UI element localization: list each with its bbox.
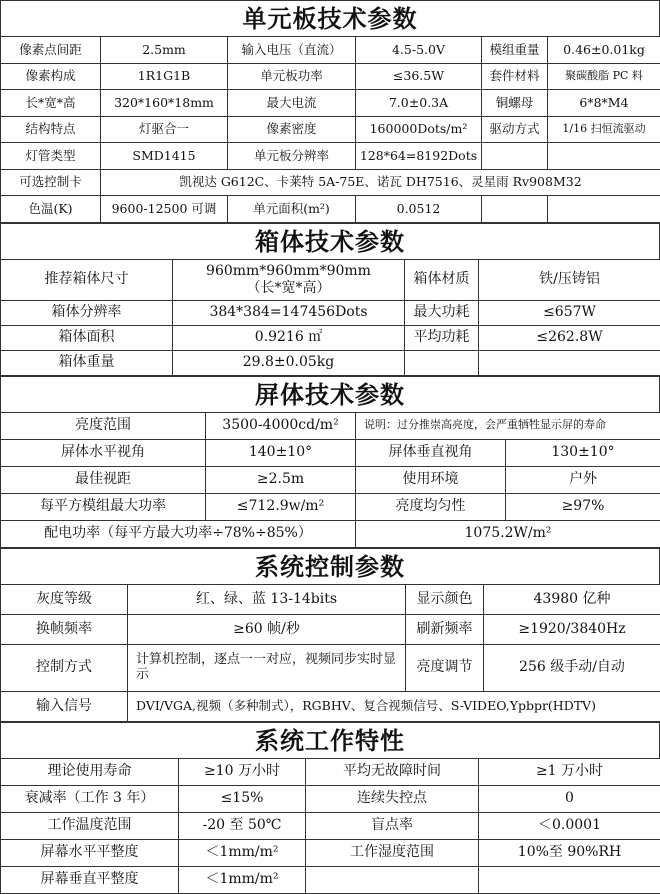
cell-value: 4.5-5.0V <box>356 37 482 64</box>
table-row <box>1 259 660 300</box>
color-temp-value: 9600-12500 可调 <box>101 196 228 223</box>
cabinet-area-label: 箱体面积 <box>1 325 173 350</box>
cell-value: SMD1415 <box>101 143 228 170</box>
color-temp-label: 色温(K) <box>1 196 101 223</box>
table-row <box>1 866 660 893</box>
cell-label: 像素密度 <box>228 116 356 143</box>
cell-value: 1/16 扫恒流驱动 <box>548 116 660 143</box>
cell-label: 长*宽*高 <box>1 90 101 117</box>
distance-label: 最佳视距 <box>1 466 206 493</box>
cell-value: ＜0.0001 <box>479 812 660 839</box>
cell-label: 输入电压（直流） <box>228 37 356 64</box>
section-title-control: 系统控制参数 <box>0 548 660 584</box>
cell-label: 理论使用寿命 <box>1 758 179 785</box>
cell-value: 6*8*M4 <box>548 90 660 117</box>
cell-empty <box>479 866 660 893</box>
controller-label: 可选控制卡 <box>1 169 101 196</box>
cell-value: 160000Dots/m² <box>356 116 482 143</box>
cell-label: 屏幕水平平整度 <box>1 839 179 866</box>
input-value: DVI/VGA,视频（多种制式），RGBHV、复合视频信号、S-VIDEO,Ypbpr(HDTV) <box>128 691 660 721</box>
cell-value: 320*160*18mm <box>101 90 228 117</box>
table-row <box>1 350 660 375</box>
table-row <box>1 785 660 812</box>
v-angle-label: 屏体垂直视角 <box>356 439 506 466</box>
cell-value: 灯驱合一 <box>101 116 228 143</box>
cell-empty <box>405 350 479 375</box>
cell-label: 最大电流 <box>228 90 356 117</box>
panel-table <box>0 36 660 223</box>
cell-empty <box>548 143 660 170</box>
table-row <box>1 412 660 439</box>
cell-label: 套件材料 <box>482 63 548 90</box>
cell-value: -20 至 50℃ <box>179 812 306 839</box>
cell-value: 10%至 90%RH <box>479 839 660 866</box>
cell-empty <box>482 196 548 223</box>
table-row <box>1 196 660 223</box>
dist-power-value: 1075.2W/m² <box>356 520 660 547</box>
cell-value: ≥10 万小时 <box>179 758 306 785</box>
cell-empty <box>479 350 660 375</box>
cabinet-area-value: 0.9216 ㎡ <box>173 325 405 350</box>
cell-empty <box>548 196 660 223</box>
mode-label: 控制方式 <box>1 644 128 691</box>
cell-label: 单元板分辨率 <box>228 143 356 170</box>
brightness-value: 3500-4000cd/m² <box>206 412 356 439</box>
module-max-power-value: ≤712.9w/m² <box>206 493 356 520</box>
h-angle-value: 140±10° <box>206 439 356 466</box>
env-value: 户外 <box>506 466 660 493</box>
table-row <box>1 37 660 64</box>
uniformity-label: 亮度均匀性 <box>356 493 506 520</box>
cell-label: 屏幕垂直平整度 <box>1 866 179 893</box>
cabinet-size-label: 推荐箱体尺寸 <box>1 259 173 300</box>
gray-label: 灰度等级 <box>1 584 128 614</box>
section-title-panel: 单元板技术参数 <box>0 0 660 36</box>
cell-value: ≥1 万小时 <box>479 758 660 785</box>
table-row <box>1 439 660 466</box>
cell-value: 2.5mm <box>101 37 228 64</box>
section-title-screen: 屏体技术参数 <box>0 376 660 412</box>
table-row <box>1 169 660 196</box>
cabinet-avg-power-label: 平均功耗 <box>405 325 479 350</box>
cell-label: 单元板功率 <box>228 63 356 90</box>
cell-value: 1R1G1B <box>101 63 228 90</box>
cabinet-table <box>0 259 660 376</box>
cell-label: 铜螺母 <box>482 90 548 117</box>
input-label: 输入信号 <box>1 691 128 721</box>
cell-value: ≤36.5W <box>356 63 482 90</box>
cell-value: 0 <box>479 785 660 812</box>
table-row <box>1 325 660 350</box>
v-angle-value: 130±10° <box>506 439 660 466</box>
table-row <box>1 520 660 547</box>
table-row <box>1 758 660 785</box>
table-row <box>1 116 660 143</box>
cell-label: 灯管类型 <box>1 143 101 170</box>
table-row <box>1 90 660 117</box>
cell-label: 衰减率（工作 3 年） <box>1 785 179 812</box>
env-label: 使用环境 <box>356 466 506 493</box>
mode-value: 计算机控制，逐点一一对应，视频同步实时显示 <box>128 644 406 691</box>
table-row <box>1 839 660 866</box>
cabinet-avg-power-value: ≤262.8W <box>479 325 660 350</box>
screen-table <box>0 412 660 548</box>
distance-value: ≥2.5m <box>206 466 356 493</box>
cabinet-weight-value: 29.8±0.05kg <box>173 350 405 375</box>
cell-label: 模组重量 <box>482 37 548 64</box>
cell-value: 128*64=8192Dots <box>356 143 482 170</box>
cabinet-material-value: 铁/压铸铝 <box>479 259 660 300</box>
unit-area-label: 单元面积(m²) <box>228 196 356 223</box>
cell-empty <box>482 143 548 170</box>
table-row <box>1 493 660 520</box>
cell-empty <box>306 866 479 893</box>
module-max-power-label: 每平方模组最大功率 <box>1 493 206 520</box>
cell-value: 聚碳酸脂 PC 料 <box>548 63 660 90</box>
cell-label: 像素点间距 <box>1 37 101 64</box>
table-row <box>1 466 660 493</box>
control-table <box>0 584 660 722</box>
cabinet-size-value: 960mm*960mm*90mm （长*宽*高） <box>173 259 405 300</box>
colors-label: 显示颜色 <box>406 584 484 614</box>
cell-label: 结构特点 <box>1 116 101 143</box>
cell-value: ＜1mm/m² <box>179 839 306 866</box>
table-row <box>1 143 660 170</box>
brightness-label: 亮度范围 <box>1 412 206 439</box>
cell-label: 连续失控点 <box>306 785 479 812</box>
table-row <box>1 812 660 839</box>
cabinet-resolution-value: 384*384=147456Dots <box>173 300 405 325</box>
refresh-value: ≥1920/3840Hz <box>484 614 660 644</box>
table-row <box>1 63 660 90</box>
table-row <box>1 614 660 644</box>
cell-label: 盲点率 <box>306 812 479 839</box>
gray-value: 红、绿、蓝 13-14bits <box>128 584 406 614</box>
cell-label: 工作温度范围 <box>1 812 179 839</box>
cell-value: 0.46±0.01kg <box>548 37 660 64</box>
h-angle-label: 屏体水平视角 <box>1 439 206 466</box>
table-row <box>1 300 660 325</box>
cabinet-max-power-label: 最大功耗 <box>405 300 479 325</box>
refresh-label: 刷新频率 <box>406 614 484 644</box>
section-title-work: 系统工作特性 <box>0 722 660 758</box>
bright-adj-value: 256 级手动/自动 <box>484 644 660 691</box>
colors-value: 43980 亿种 <box>484 584 660 614</box>
frame-value: ≥60 帧/秒 <box>128 614 406 644</box>
table-row <box>1 691 660 721</box>
cabinet-resolution-label: 箱体分辨率 <box>1 300 173 325</box>
section-title-cabinet: 箱体技术参数 <box>0 223 660 259</box>
cabinet-material-label: 箱体材质 <box>405 259 479 300</box>
cell-label: 像素构成 <box>1 63 101 90</box>
controller-value: 凯视达 G612C、卡莱特 5A-75E、诺瓦 DH7516、灵星雨 Rv908M32 <box>101 169 660 196</box>
cell-label: 工作湿度范围 <box>306 839 479 866</box>
cabinet-weight-label: 箱体重量 <box>1 350 173 375</box>
cell-value: ＜1mm/m² <box>179 866 306 893</box>
cabinet-max-power-value: ≤657W <box>479 300 660 325</box>
cell-label: 驱动方式 <box>482 116 548 143</box>
table-row <box>1 644 660 691</box>
frame-label: 换帧频率 <box>1 614 128 644</box>
dist-power-label: 配电功率（每平方最大功率÷78%÷85%） <box>1 520 356 547</box>
uniformity-value: ≥97% <box>506 493 660 520</box>
unit-area-value: 0.0512 <box>356 196 482 223</box>
cell-value: ≤15% <box>179 785 306 812</box>
work-table <box>0 758 660 894</box>
brightness-note: 说明：过分推崇高亮度，会严重牺牲显示屏的寿命 <box>356 412 660 439</box>
table-row <box>1 584 660 614</box>
bright-adj-label: 亮度调节 <box>406 644 484 691</box>
cell-label: 平均无故障时间 <box>306 758 479 785</box>
cell-value: 7.0±0.3A <box>356 90 482 117</box>
